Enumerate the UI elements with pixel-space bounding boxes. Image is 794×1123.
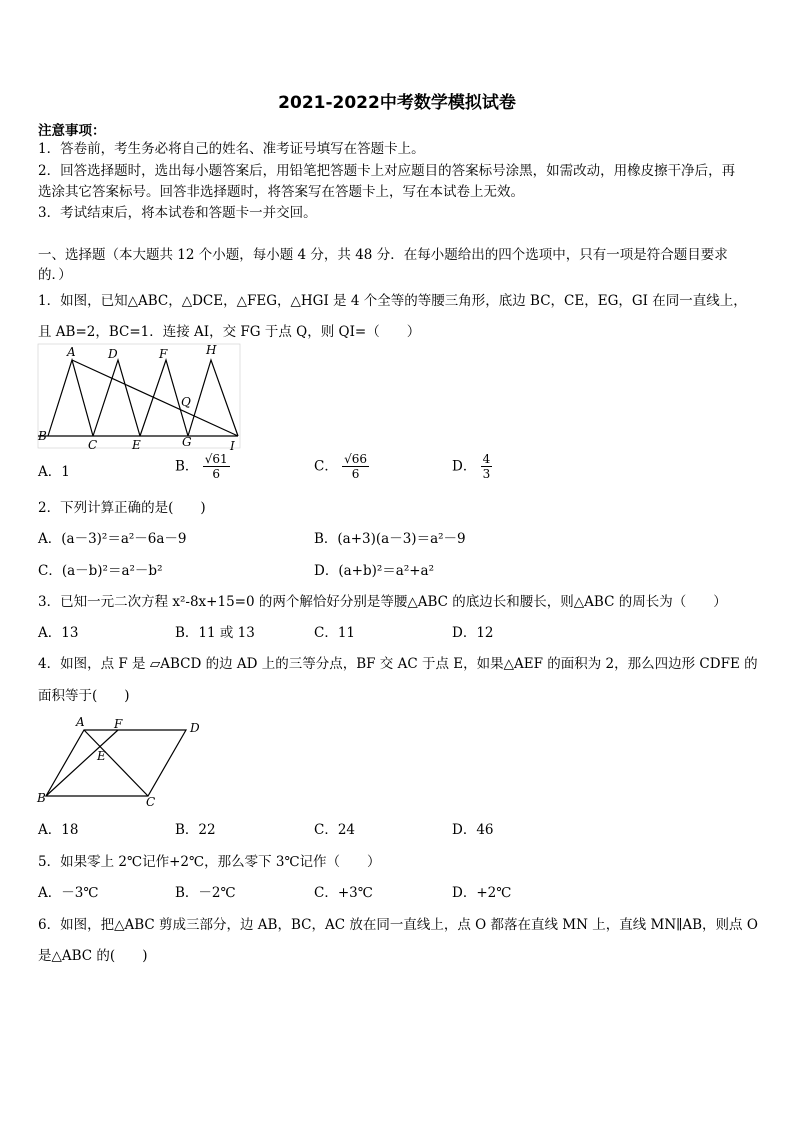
q4-stem-cont: 面积等于( ): [38, 688, 130, 704]
q4-label-a: A: [76, 715, 85, 729]
q3-option-c: C．11: [314, 625, 356, 641]
q3-option-a: A．13: [38, 625, 79, 641]
q4-stem: 4．如图，点 F 是 ▱ABCD 的边 AD 上的三等分点，BF 交 AC 于点 E，如果△AEF 的面积为 2，那么四边形 CDFE 的: [38, 656, 758, 672]
q2-option-b: B．(a+3)(a－3)＝a²－9: [314, 531, 466, 547]
q4-label-f: F: [114, 717, 123, 731]
q1-label-i: I: [230, 439, 235, 452]
notice-item-2: 2．回答选择题时，选出每小题答案后，用铅笔把答题卡上对应题目的答案标号涂黑，如需改动，用橡皮擦干净后，再: [38, 163, 736, 179]
q1-option-c-prefix: C．: [314, 458, 338, 475]
q6-stem: 6．如图，把△ABC 剪成三部分，边 AB，BC，AC 放在同一直线上，点 O 都落在直线 MN 上，直线 MN∥AB，则点 O: [38, 917, 758, 933]
q4-label-d: D: [190, 721, 200, 735]
q1-label-f: F: [159, 347, 168, 361]
q5-option-a: A．－3℃: [38, 885, 99, 901]
q1-option-d-den: 3: [482, 467, 491, 481]
q4-option-b: B．22: [175, 822, 216, 838]
q5-option-c: C．+3℃: [314, 885, 373, 901]
q1-label-g: G: [182, 435, 192, 449]
q1-option-c-fraction: [342, 452, 369, 481]
notice-item-2-cont: 选涂其它答案标号。回答非选择题时，将答案写在答题卡上，写在本试卷上无效。: [38, 184, 524, 200]
q3-option-d: D．12: [452, 625, 494, 641]
q4-label-e: E: [97, 749, 106, 763]
q1-label-q: Q: [181, 395, 191, 409]
q5-option-d: D．+2℃: [452, 885, 512, 901]
q1-option-b-den: 6: [212, 467, 220, 481]
q1-option-b-fraction: [203, 452, 230, 481]
q1-option-d-fraction: [481, 452, 493, 481]
q4-option-d: D．46: [452, 822, 494, 838]
q1-option-b-num: √61: [204, 452, 228, 466]
q5-stem: 5．如果零上 2℃记作+2℃，那么零下 3℃记作（ ）: [38, 854, 381, 870]
q1-option-c-den: 6: [351, 467, 360, 481]
q1-option-d: [452, 452, 492, 481]
page-title: 2021-2022中考数学模拟试卷: [278, 93, 516, 113]
q1-option-b: [175, 452, 230, 481]
q1-label-e: E: [132, 438, 141, 452]
q4-option-a: A．18: [38, 822, 79, 838]
q4-figure: [36, 712, 208, 808]
q4-option-c: C．24: [314, 822, 356, 838]
notice-heading: 注意事项：: [38, 123, 106, 139]
q2-option-c: C．(a－b)²＝a²－b²: [38, 563, 163, 579]
q1-option-d-num: 4: [482, 452, 491, 466]
q4-label-b: B: [37, 791, 46, 805]
q1-option-c: [314, 452, 369, 481]
q6-stem-cont: 是△ABC 的( ): [38, 948, 148, 964]
q1-stem-cont: 且 AB=2，BC=1．连接 AI，交 FG 于点 Q，则 QI=（ ）: [38, 324, 421, 340]
q1-option-d-prefix: D．: [452, 458, 477, 475]
q1-stem: 1．如图，已知△ABC，△DCE，△FEG，△HGI 是 4 个全等的等腰三角形，底边 BC，CE，EG，GI 在同一直线上，: [38, 293, 747, 309]
q1-label-b: B: [38, 429, 47, 443]
q1-label-a: A: [67, 345, 76, 359]
q1-figure: [36, 342, 242, 452]
section-heading-cont: 的．）: [38, 267, 72, 283]
q4-label-c: C: [146, 795, 156, 808]
section-heading: 一、选择题（本大题共 12 个小题，每小题 4 分，共 48 分．在每小题给出的四个选项中，只有一项是符合题目要求: [38, 247, 728, 263]
q2-option-d: D．(a+b)²＝a²+a²: [314, 563, 435, 579]
q1-option-a: A．1: [38, 464, 70, 480]
q3-option-b: B．11 或 13: [175, 625, 255, 641]
q1-label-c: C: [88, 438, 98, 452]
q1-option-c-num: √66: [344, 452, 368, 466]
q3-stem: 3．已知一元二次方程 x²-8x+15=0 的两个解恰好分别是等腰△ABC 的底边长和腰长，则△ABC 的周长为（ ）: [38, 594, 727, 610]
q2-option-a: A．(a－3)²＝a²－6a－9: [38, 531, 187, 547]
q1-label-d: D: [108, 347, 118, 361]
q1-option-b-prefix: B．: [175, 458, 199, 475]
notice-item-1: 1．答卷前，考生务必将自己的姓名、准考证号填写在答题卡上。: [38, 141, 425, 157]
q1-label-h: H: [206, 343, 217, 357]
notice-item-3: 3．考试结束后，将本试卷和答题卡一并交回。: [38, 205, 317, 221]
q2-stem: 2．下列计算正确的是( ): [38, 500, 206, 516]
q5-option-b: B．－2℃: [175, 885, 236, 901]
